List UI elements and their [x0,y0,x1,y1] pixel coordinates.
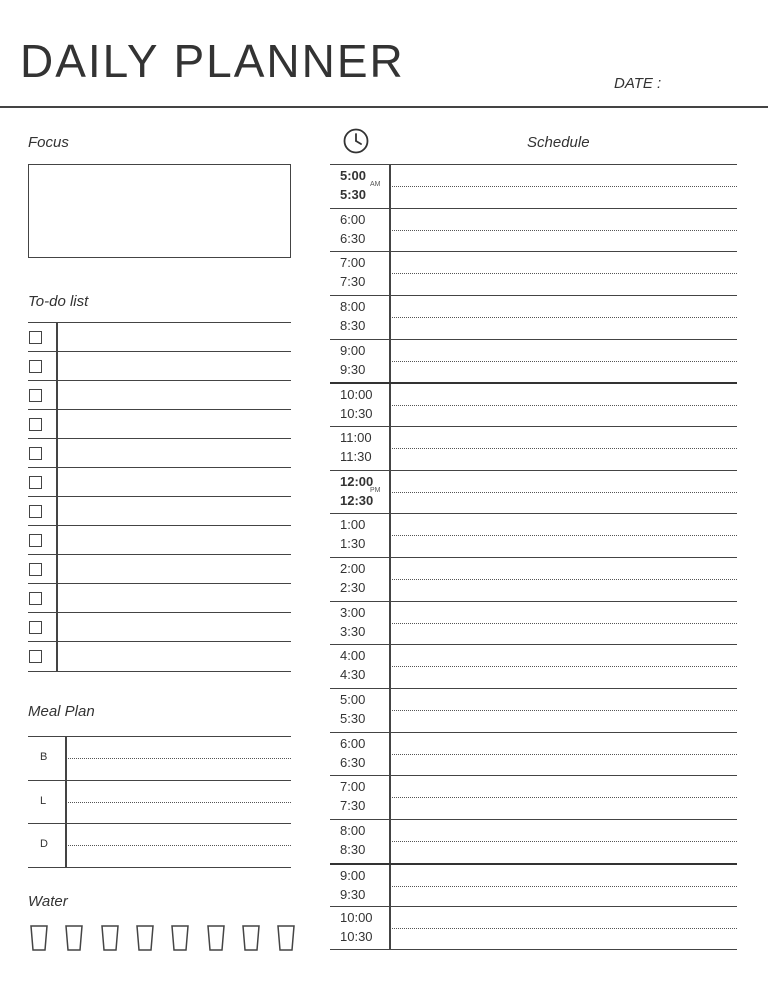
todo-checkbox[interactable] [29,331,42,344]
meal-plan-label: Meal Plan [28,703,95,720]
water-tracker [28,922,298,952]
todo-checkbox[interactable] [29,563,42,576]
time-label: 1:00 [340,517,366,533]
time-label: 7:00 [340,255,366,271]
todo-label: To-do list [28,293,89,310]
half-hour-label: 8:30 [340,317,366,333]
schedule-divider [389,602,391,645]
schedule-hour-block[interactable] [330,339,737,383]
half-hour-line [392,535,737,536]
schedule-hour-block[interactable] [330,426,737,470]
half-hour-label: 10:30 [340,929,373,945]
schedule-divider [389,384,391,426]
half-hour-line [392,666,737,667]
half-hour-line [392,928,737,929]
water-cup-icon[interactable] [171,925,189,956]
water-cup-icon[interactable] [242,925,260,956]
schedule-hour-block[interactable] [330,688,737,732]
time-label: 10:00 [340,910,373,926]
schedule-hour-block[interactable] [330,819,737,863]
schedule-hour-block[interactable] [330,513,737,557]
time-label: 9:00 [340,342,366,358]
schedule-divider [389,165,391,208]
schedule-hour-block[interactable] [330,732,737,776]
time-label: 3:00 [340,604,366,620]
schedule-divider [389,865,391,907]
todo-checkbox[interactable] [29,389,42,402]
time-label: 11:00 [340,429,372,445]
water-cup-icon[interactable] [207,925,225,956]
schedule-divider [389,427,391,470]
todo-checkbox[interactable] [29,621,42,634]
todo-divider [56,584,58,612]
half-hour-label: 8:30 [340,841,366,857]
todo-divider [56,468,58,496]
meal-row[interactable] [28,823,291,868]
page-title: DAILY PLANNER [20,35,405,87]
schedule-hour-block[interactable] [330,775,737,819]
meal-row[interactable] [28,736,291,780]
half-hour-line [392,448,737,449]
schedule-divider [389,209,391,252]
schedule-divider [389,471,391,514]
todo-row[interactable] [28,322,291,351]
time-label: 12:00 [340,473,374,489]
half-hour-line [392,230,737,231]
todo-divider [56,642,58,671]
todo-checkbox[interactable] [29,476,42,489]
water-label: Water [28,893,68,910]
water-cup-icon[interactable] [65,925,83,956]
half-hour-label: 11:30 [340,448,372,464]
water-cup-icon[interactable] [101,925,119,956]
half-hour-line [392,317,737,318]
todo-divider [56,352,58,380]
schedule-table [330,164,737,950]
half-hour-line [392,841,737,842]
half-hour-line [392,886,737,887]
half-hour-label: 10:30 [340,406,373,422]
half-hour-label: 5:30 [340,187,367,202]
meal-entry-line[interactable] [68,802,291,803]
todo-row[interactable] [28,583,291,612]
schedule-divider [389,252,391,295]
time-label: 7:00 [340,779,366,795]
todo-row[interactable] [28,641,291,672]
todo-divider [56,381,58,409]
todo-checkbox[interactable] [29,592,42,605]
meal-letter: B [40,751,48,763]
half-hour-label: 7:30 [340,274,366,290]
schedule-hour-block[interactable] [330,601,737,645]
todo-divider [56,439,58,467]
half-hour-line [392,579,737,580]
half-hour-line [392,797,737,798]
todo-divider [56,526,58,554]
meal-divider [65,737,67,780]
schedule-hour-block[interactable] [330,295,737,339]
schedule-hour-block[interactable] [330,470,737,514]
schedule-divider [389,645,391,688]
schedule-divider [389,514,391,557]
time-label: 10:00 [340,387,373,403]
meal-divider [65,781,67,824]
todo-row[interactable] [28,467,291,496]
half-hour-line [392,405,737,406]
half-hour-label: 12:30 [340,492,374,508]
time-label: 2:00 [340,560,366,576]
schedule-label: Schedule [527,134,590,151]
todo-row[interactable] [28,380,291,409]
half-hour-line [392,273,737,274]
header-divider [0,106,768,108]
half-hour-line [392,623,737,624]
schedule-divider [389,733,391,776]
schedule-hour-block[interactable] [330,382,737,426]
time-label: 6:00 [340,211,366,227]
half-hour-label: 5:30 [340,710,366,726]
half-hour-line [392,186,737,187]
half-hour-label: 4:30 [340,667,366,683]
time-label: 6:00 [340,735,366,751]
half-hour-label: 9:30 [340,361,366,377]
todo-checkbox[interactable] [29,360,42,373]
todo-checkbox[interactable] [29,447,42,460]
time-label: 4:00 [340,648,366,664]
half-hour-label: 7:30 [340,798,366,814]
meal-divider [65,824,67,867]
water-cup-icon[interactable] [30,925,48,956]
focus-box[interactable] [28,164,291,258]
water-cup-icon[interactable] [277,925,295,956]
date-field-label[interactable]: DATE : [614,75,662,92]
focus-label: Focus [28,134,69,151]
half-hour-label: 6:30 [340,230,366,246]
schedule-divider [389,340,391,383]
schedule-divider [389,558,391,601]
schedule-hour-block[interactable] [330,644,737,688]
schedule-hour-block[interactable] [330,906,737,950]
todo-checkbox[interactable] [29,505,42,518]
todo-checkbox[interactable] [29,418,42,431]
schedule-divider [389,907,391,949]
meal-letter: D [40,838,48,850]
meal-entry-line[interactable] [68,758,291,759]
half-hour-line [392,361,737,362]
schedule-hour-block[interactable] [330,164,737,208]
meal-letter: L [40,794,47,807]
schedule-hour-block[interactable] [330,863,737,907]
half-hour-line [392,492,737,493]
schedule-hour-block[interactable] [330,557,737,601]
half-hour-label: 1:30 [340,536,366,552]
half-hour-label: 6:30 [340,754,366,770]
todo-row[interactable] [28,496,291,525]
schedule-hour-block[interactable] [330,208,737,252]
todo-divider [56,410,58,438]
clock-icon [343,128,369,154]
schedule-divider [389,689,391,732]
todo-divider [56,323,58,351]
schedule-divider [389,776,391,819]
am-pm-marker: PM [370,486,381,494]
time-label: 9:00 [340,867,366,883]
todo-row[interactable] [28,409,291,438]
meal-entry-line[interactable] [68,845,291,846]
todo-row[interactable] [28,612,291,641]
todo-divider [56,497,58,525]
time-label: 8:00 [340,822,366,838]
todo-list [28,322,291,672]
time-label: 8:00 [340,298,366,314]
todo-row[interactable] [28,525,291,554]
schedule-hour-block[interactable] [330,251,737,295]
half-hour-label: 3:30 [340,623,366,639]
meal-plan-table [28,736,291,868]
half-hour-label: 9:30 [340,886,366,902]
todo-divider [56,613,58,641]
todo-divider [56,555,58,583]
todo-row[interactable] [28,351,291,380]
todo-row[interactable] [28,438,291,467]
schedule-divider [389,820,391,863]
schedule-divider [389,296,391,339]
am-pm-marker: AM [370,181,381,188]
half-hour-line [392,710,737,711]
time-label: 5:00 [340,691,366,707]
meal-row[interactable] [28,780,291,824]
half-hour-label: 2:30 [340,579,366,595]
todo-checkbox[interactable] [29,650,42,663]
todo-row[interactable] [28,554,291,583]
water-cup-icon[interactable] [136,925,154,956]
half-hour-line [392,754,737,755]
todo-checkbox[interactable] [29,534,42,547]
time-label: 5:00 [340,168,367,183]
